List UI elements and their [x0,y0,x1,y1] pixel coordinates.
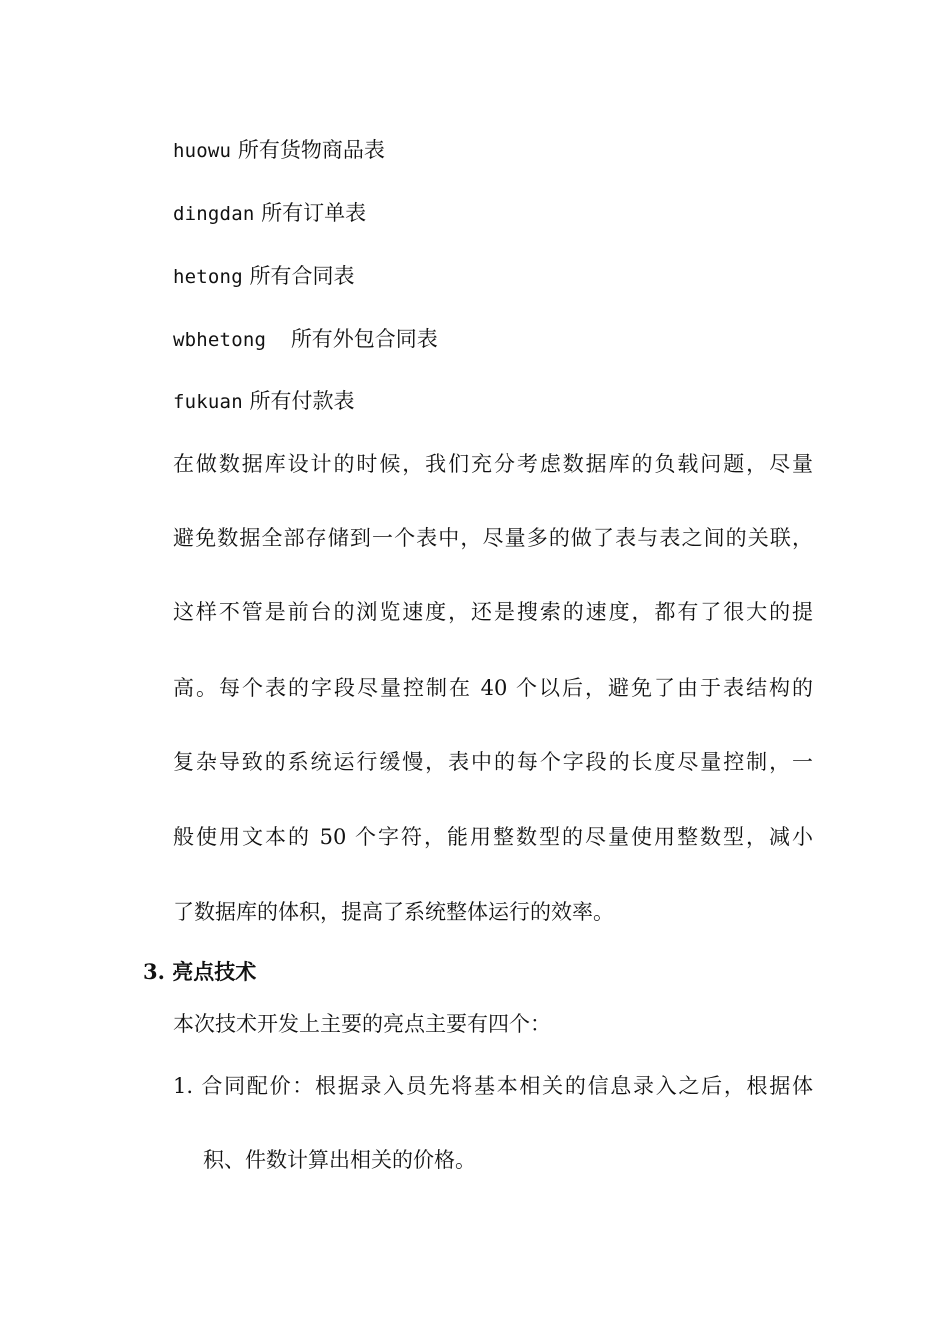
table-name: huowu [173,140,232,162]
table-name: fukuan [173,391,243,413]
table-description: 所有付款表 [249,389,355,413]
list-item-line: 1. 合同配价：根据录入员先将基本相关的信息录入之后，根据体 [173,1074,813,1098]
table-entry [173,198,366,229]
paragraph-line: 避免数据全部存储到一个表中，尽量多的做了表与表之间的关联， [173,526,813,550]
paragraph-line: 般使用文本的 50 个字符，能用整数型的尽量使用整数型，减小 [173,825,813,849]
paragraph-line: 在做数据库设计的时候，我们充分考虑数据库的负载问题，尽量 [173,452,813,476]
table-name: wbhetong [173,329,267,351]
table-entry [173,135,385,166]
table-description: 所有订单表 [261,201,367,225]
list-item-line: 积、件数计算出相关的价格。 [203,1148,476,1172]
table-description: 所有外包合同表 [290,327,438,351]
table-entry [173,386,355,417]
table-name: hetong [173,266,243,288]
table-name: dingdan [173,203,255,225]
section-heading: 3. 亮点技术 [143,959,257,984]
section-intro: 本次技术开发上主要的亮点主要有四个： [173,1012,551,1036]
table-entry [173,261,355,292]
paragraph-line: 高。每个表的字段尽量控制在 40 个以后，避免了由于表结构的 [173,676,813,700]
paragraph-line: 这样不管是前台的浏览速度，还是搜索的速度，都有了很大的提 [173,600,813,624]
paragraph-line: 了数据库的体积，提高了系统整体运行的效率。 [173,900,614,924]
paragraph-line: 复杂导致的系统运行缓慢，表中的每个字段的长度尽量控制，一 [173,750,813,774]
table-description: 所有货物商品表 [237,138,385,162]
table-description: 所有合同表 [249,264,355,288]
table-entry [173,324,438,355]
